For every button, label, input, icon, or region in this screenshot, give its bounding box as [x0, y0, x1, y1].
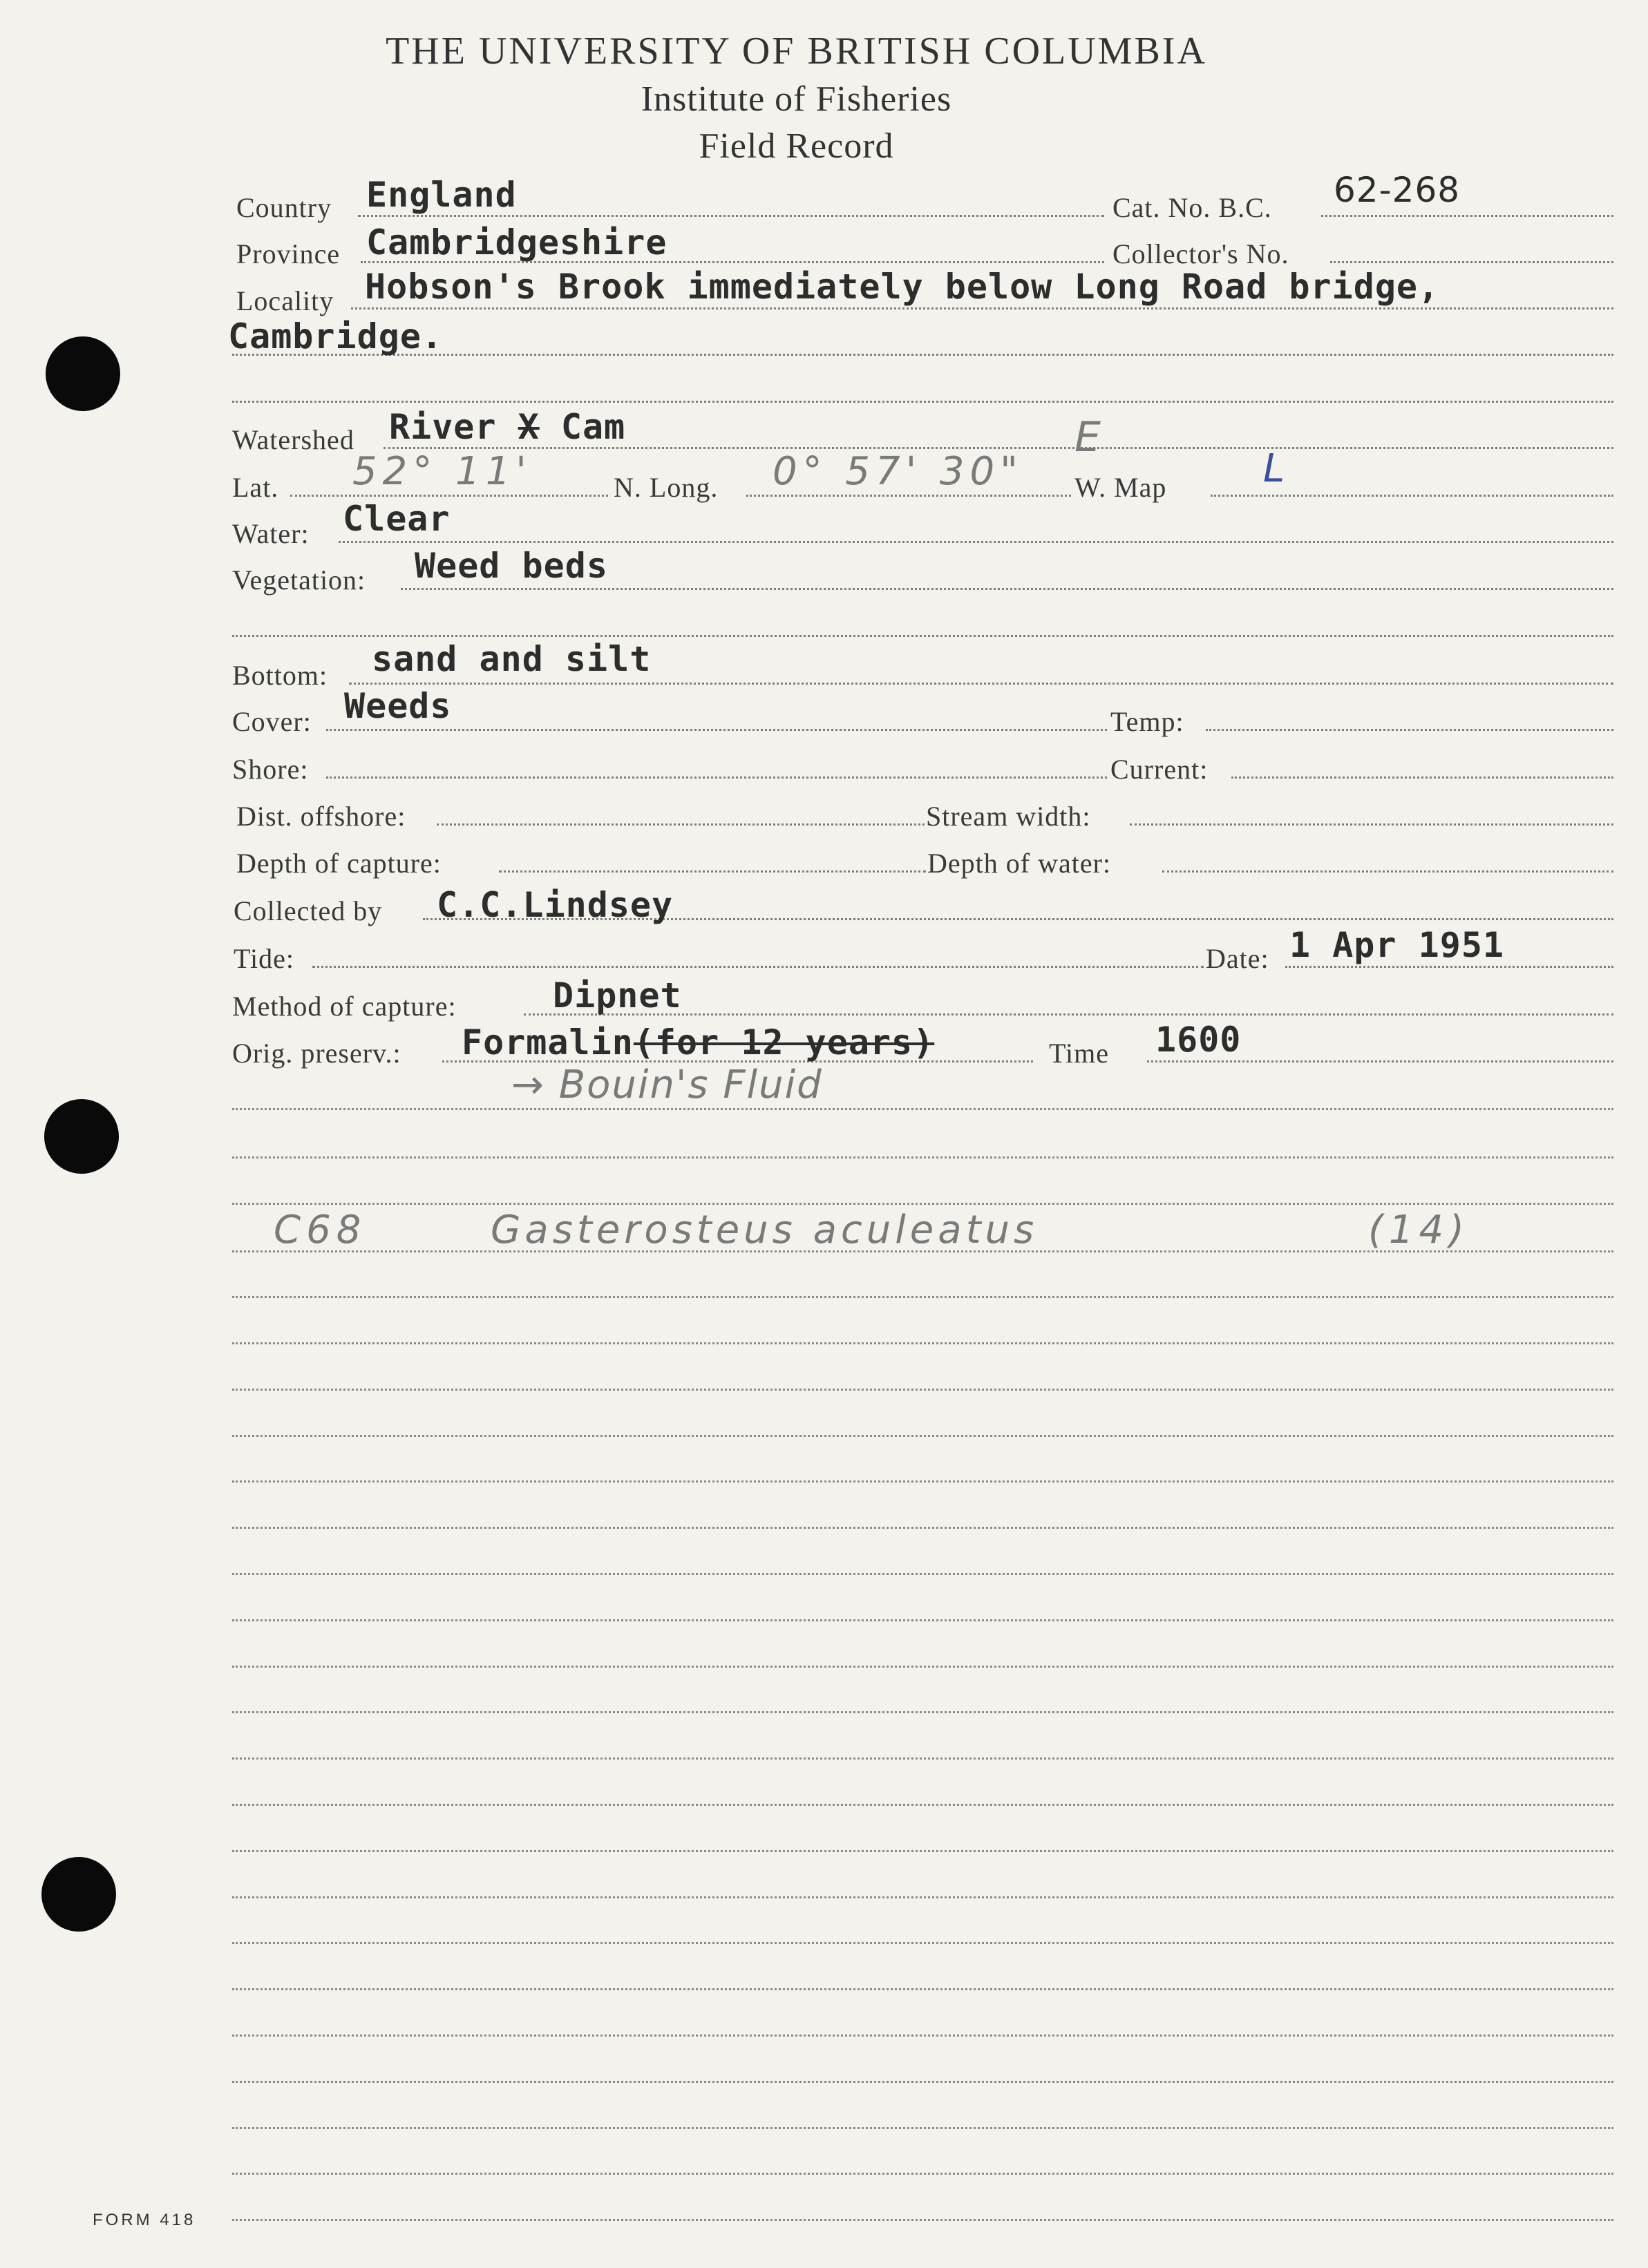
long-label: N. Long.: [614, 472, 719, 503]
lat-value: 52° 11': [352, 449, 532, 494]
specimen-species: Gasterosteus aculeatus: [491, 1208, 1039, 1252]
watershed-value: River X Cam: [389, 407, 626, 447]
form-number: FORM 418: [93, 2211, 196, 2229]
collected-by-value: C.C.Lindsey: [437, 885, 674, 925]
depth-capture-label: Depth of capture:: [236, 848, 442, 879]
binder-hole-bottom: [41, 1857, 116, 1932]
orig-preserv-label: Orig. preserv.:: [232, 1038, 401, 1069]
vegetation-label: Vegetation:: [232, 564, 366, 595]
water-value: Clear: [343, 499, 451, 539]
collected-by-label: Collected by: [234, 895, 383, 926]
form-title: Field Record: [699, 126, 894, 166]
orig-preserv-value: Formalin(for 12 years): [462, 1022, 935, 1062]
cat-no-label: Cat. No. B.C.: [1112, 192, 1272, 223]
specimen-count: (14): [1368, 1208, 1470, 1252]
long-value: 0° 57' 30": [773, 449, 1023, 494]
dist-offshore-label: Dist. offshore:: [236, 801, 406, 832]
country-label: Country: [236, 192, 332, 223]
method-value: Dipnet: [553, 975, 682, 1016]
shore-label: Shore:: [232, 754, 309, 785]
time-label: Time: [1049, 1038, 1110, 1069]
bottom-value: sand and silt: [372, 639, 652, 679]
bottom-label: Bottom:: [232, 660, 328, 691]
time-value: 1600: [1155, 1020, 1242, 1060]
institute-heading: Institute of Fisheries: [641, 79, 952, 119]
date-value: 1 Apr 1951: [1289, 925, 1505, 965]
map-label: W. Map: [1074, 472, 1167, 503]
lat-label: Lat.: [232, 472, 279, 503]
specimen-code: C68: [274, 1208, 367, 1252]
locality-value-line1: Hobson's Brook immediately below Long Road bridge,: [365, 267, 1440, 307]
vegetation-value: Weed beds: [415, 546, 608, 586]
long-correction: E: [1074, 413, 1106, 461]
province-label: Province: [236, 238, 341, 269]
cat-no-value: 62-268: [1334, 170, 1461, 210]
method-label: Method of capture:: [232, 991, 457, 1022]
cover-label: Cover:: [232, 706, 312, 737]
watershed-label: Watershed: [232, 424, 354, 455]
preservation-note: → Bouin's Fluid: [511, 1062, 823, 1107]
province-value: Cambridgeshire: [366, 222, 667, 263]
depth-water-label: Depth of water:: [927, 848, 1112, 879]
locality-label: Locality: [236, 285, 334, 316]
locality-value-line2: Cambridge.: [228, 316, 444, 356]
date-label: Date:: [1206, 943, 1269, 974]
water-label: Water:: [232, 518, 310, 549]
map-value: L: [1263, 446, 1291, 491]
current-label: Current:: [1110, 754, 1209, 785]
binder-hole-middle: [44, 1099, 119, 1174]
stream-width-label: Stream width:: [926, 801, 1091, 832]
temp-label: Temp:: [1110, 706, 1184, 737]
university-heading: THE UNIVERSITY OF BRITISH COLUMBIA: [386, 30, 1207, 73]
country-value: England: [366, 175, 517, 215]
collectors-no-label: Collector's No.: [1112, 238, 1289, 269]
tide-label: Tide:: [234, 943, 295, 974]
cover-value: Weeds: [344, 686, 452, 726]
binder-hole-top: [46, 336, 120, 411]
